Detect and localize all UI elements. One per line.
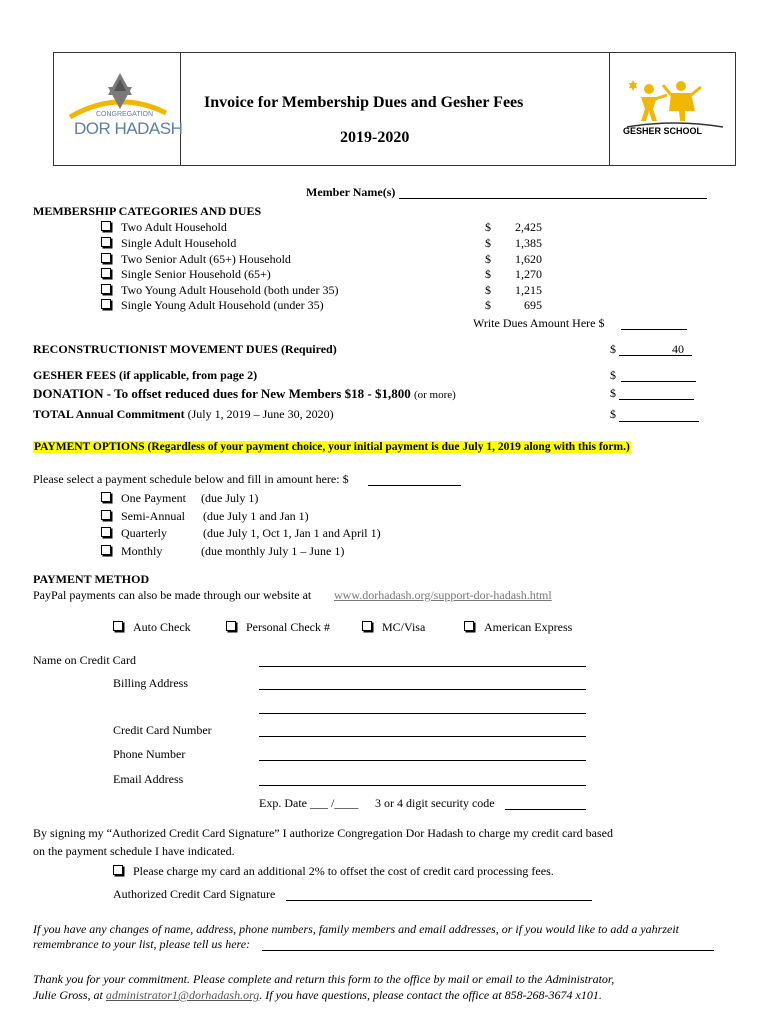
checkbox-icon[interactable] [101,527,111,537]
write-dues-input[interactable] [621,329,687,330]
paypal-text: PayPal payments can also be made through our website at [33,588,312,602]
page-title: Invoice for Membership Dues and Gesher Fees [204,94,524,111]
card-number-label: Credit Card Number [113,723,212,737]
dues-amount: 1,385 [515,236,542,250]
exp-date-field[interactable]: Exp. Date ___ /____ [259,796,359,810]
name-on-card-label: Name on Credit Card [33,653,136,667]
name-on-card-input[interactable] [259,666,586,667]
checkbox-icon[interactable] [362,621,372,631]
checkbox-icon[interactable] [101,237,111,247]
thanks-text-2: Julie Gross, at administrator1@dorhadash.org. If you have questions, please contact the office at 858-268-3674 x101. [33,988,602,1002]
total-row [33,407,334,422]
billing-address-input-2[interactable] [259,713,586,714]
currency-symbol: $ [485,236,491,250]
phone-input[interactable] [259,760,586,761]
schedule-detail: (due monthly July 1 – June 1) [201,544,345,558]
method-personal-check[interactable]: Personal Check # [226,620,330,635]
paypal-link[interactable]: www.dorhadash.org/support-dor-hadash.html [334,588,552,602]
dues-amount: 1,270 [515,267,542,281]
currency-symbol: $ [485,220,491,234]
changes-input[interactable] [262,950,714,951]
method-mc-visa[interactable]: MC/Visa [362,620,425,635]
authorization-text-2: on the payment schedule I have indicated. [33,844,235,858]
logo-dor-hadash-text: DOR HADASH [74,119,183,138]
payment-options-banner: PAYMENT OPTIONS (Regardless of your payment choice, your initial payment is due July 1, 2019 along with this form.) [34,441,630,453]
checkbox-icon[interactable] [226,621,236,631]
total-currency: $ [610,407,616,421]
donation-label: DONATION - To offset reduced dues for New Members $18 - $1,800 [33,386,411,401]
payment-method-heading: PAYMENT METHOD [33,572,150,586]
schedule-detail: (due July 1 and Jan 1) [203,509,309,523]
reconstructionist-label: RECONSTRUCTIONIST MOVEMENT DUES (Required) [33,342,337,356]
donation-currency: $ [610,386,616,400]
payment-schedule-instruction: Please select a payment schedule below and fill in amount here: $ [33,472,349,486]
gesher-school-logo [619,75,729,145]
write-dues-label: Write Dues Amount Here $ [473,316,605,330]
schedule-item[interactable]: Quarterly [101,526,167,541]
schedule-detail: (due July 1) [201,491,259,505]
gesher-fees-input[interactable] [621,381,696,382]
admin-email-link[interactable]: administrator1@dorhadash.org [105,988,260,1002]
checkbox-icon[interactable] [113,865,123,875]
gesher-currency: $ [610,368,616,382]
checkbox-icon[interactable] [101,545,111,555]
logo-congregation-text: CONGREGATION [96,111,154,118]
membership-item[interactable]: Single Senior Household (65+) [101,267,271,282]
currency-symbol: $ [485,298,491,312]
processing-fee-option[interactable]: Please charge my card an additional 2% to offset the cost of credit card processing fees. [113,864,554,879]
dor-hadash-logo [68,71,183,151]
checkbox-icon[interactable] [101,253,111,263]
signature-label: Authorized Credit Card Signature [113,887,276,901]
reconstructionist-currency: $ [610,342,616,356]
checkbox-icon[interactable] [464,621,474,631]
member-name-input[interactable] [399,198,707,199]
currency-symbol: $ [485,283,491,297]
email-label: Email Address [113,772,184,786]
member-name-label: Member Name(s) [306,185,396,199]
dues-amount: 695 [524,298,542,312]
total-input[interactable] [619,421,699,422]
total-label: TOTAL Annual Commitment [33,407,185,421]
schedule-item[interactable]: Semi-Annual [101,509,185,524]
signature-input[interactable] [286,900,592,901]
security-code-input[interactable] [505,809,586,810]
gesher-fees-label: GESHER FEES (if applicable, from page 2) [33,368,258,382]
payment-amount-input[interactable] [368,485,461,486]
currency-symbol: $ [485,267,491,281]
membership-item[interactable]: Two Adult Household [101,220,227,235]
billing-address-label: Billing Address [113,676,189,690]
reconstructionist-amount: 40 [672,342,684,356]
thanks-text-1: Thank you for your commitment. Please complete and return this form to the office by mail or email to the Administrator, [33,972,615,986]
membership-item[interactable]: Single Young Adult Household (under 35) [101,298,324,313]
header-box [53,52,736,166]
method-american-express[interactable]: American Express [464,620,572,635]
phone-label: Phone Number [113,747,186,761]
checkbox-icon[interactable] [101,284,111,294]
schedule-item[interactable]: Monthly [101,544,162,559]
gesher-school-text: GESHER SCHOOL [623,126,703,136]
donation-input[interactable] [619,399,694,400]
changes-text-1: If you have any changes of name, address, phone numbers, family members and email addresses, or if you would like to add a yahrzeit [33,922,680,936]
checkbox-icon[interactable] [101,492,111,502]
checkbox-icon[interactable] [113,621,123,631]
membership-item[interactable]: Two Young Adult Household (both under 35) [101,283,339,298]
checkbox-icon[interactable] [101,510,111,520]
dues-amount: 1,215 [515,283,542,297]
donation-note: (or more) [413,389,456,401]
schedule-detail: (due July 1, Oct 1, Jan 1 and April 1) [203,526,381,540]
changes-text-2: remembrance to your list, please tell us here: [33,937,251,951]
checkbox-icon[interactable] [101,299,111,309]
year-label: 2019-2020 [340,129,410,146]
card-number-input[interactable] [259,736,586,737]
authorization-text-1: By signing my “Authorized Credit Card Signature” I authorize Congregation Dor Hadash to charge my credit card based [33,826,613,840]
dues-amount: 2,425 [515,220,542,234]
billing-address-input[interactable] [259,689,586,690]
schedule-item[interactable]: One Payment [101,491,186,506]
membership-heading: MEMBERSHIP CATEGORIES AND DUES [33,204,262,218]
membership-item[interactable]: Two Senior Adult (65+) Household [101,252,291,267]
dues-amount: 1,620 [515,252,542,266]
security-code-label: 3 or 4 digit security code [375,796,495,810]
total-period: (July 1, 2019 – June 30, 2020) [187,407,334,421]
method-auto-check[interactable]: Auto Check [113,620,191,635]
checkbox-icon[interactable] [101,268,111,278]
membership-item[interactable]: Single Adult Household [101,236,236,251]
donation-row [33,386,456,402]
currency-symbol: $ [485,252,491,266]
email-input[interactable] [259,785,586,786]
checkbox-icon[interactable] [101,221,111,231]
